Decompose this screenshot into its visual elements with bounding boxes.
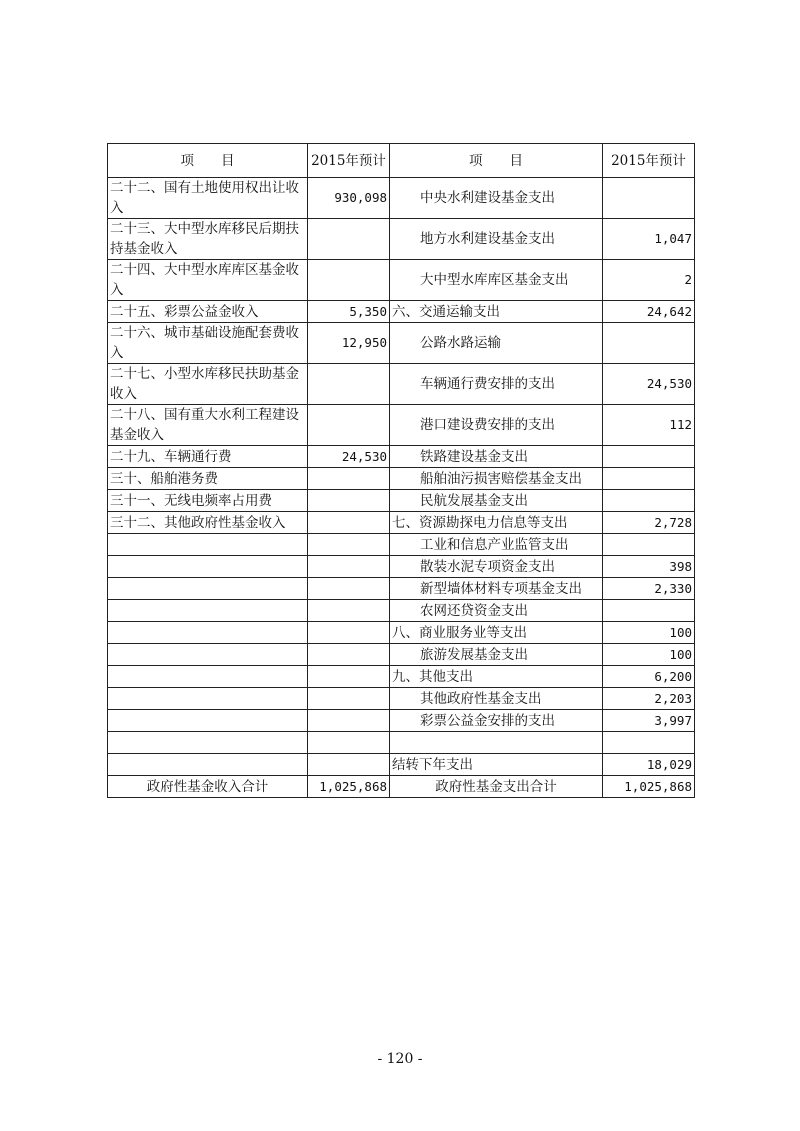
expense-value: 3,997 bbox=[603, 710, 695, 732]
table-row bbox=[108, 622, 695, 644]
income-value bbox=[308, 666, 390, 688]
expense-value bbox=[603, 178, 695, 219]
table-row bbox=[108, 710, 695, 732]
income-item bbox=[108, 754, 308, 776]
expense-value: 398 bbox=[603, 556, 695, 578]
expense-total-label: 政府性基金支出合计 bbox=[390, 776, 603, 798]
expense-item: 港口建设费安排的支出 bbox=[390, 405, 603, 446]
expense-item: 彩票公益金安排的支出 bbox=[390, 710, 603, 732]
income-item: 二十二、国有土地使用权出让收入 bbox=[108, 178, 308, 219]
expense-item: 船舶油污损害赔偿基金支出 bbox=[390, 468, 603, 490]
income-item bbox=[108, 710, 308, 732]
table-row bbox=[108, 556, 695, 578]
expense-value: 100 bbox=[603, 644, 695, 666]
table-row bbox=[108, 732, 695, 754]
table-row bbox=[108, 405, 695, 446]
income-value: 5,350 bbox=[308, 301, 390, 323]
income-item: 二十四、大中型水库库区基金收入 bbox=[108, 260, 308, 301]
expense-item: 旅游发展基金支出 bbox=[390, 644, 603, 666]
totals-row bbox=[108, 776, 695, 798]
header-expense-item: 项 目 bbox=[390, 144, 603, 178]
income-value bbox=[308, 405, 390, 446]
header-expense-value: 2015年预计 bbox=[603, 144, 695, 178]
table-row bbox=[108, 754, 695, 776]
header-income-value: 2015年预计 bbox=[308, 144, 390, 178]
income-value bbox=[308, 710, 390, 732]
fund-budget-table bbox=[107, 143, 695, 798]
expense-value: 6,200 bbox=[603, 666, 695, 688]
expense-item: 新型墙体材料专项基金支出 bbox=[390, 578, 603, 600]
expense-item: 六、交通运输支出 bbox=[390, 301, 603, 323]
expense-item: 民航发展基金支出 bbox=[390, 490, 603, 512]
income-value bbox=[308, 512, 390, 534]
table-body bbox=[108, 178, 695, 776]
page-number: - 120 - bbox=[377, 1051, 423, 1067]
expense-value bbox=[603, 446, 695, 468]
table-row bbox=[108, 323, 695, 364]
expense-item bbox=[390, 732, 603, 754]
income-item bbox=[108, 600, 308, 622]
expense-value: 2,330 bbox=[603, 578, 695, 600]
expense-value: 24,530 bbox=[603, 364, 695, 405]
expense-item: 大中型水库库区基金支出 bbox=[390, 260, 603, 301]
table-row bbox=[108, 512, 695, 534]
expense-value bbox=[603, 468, 695, 490]
income-item bbox=[108, 578, 308, 600]
expense-value bbox=[603, 323, 695, 364]
income-item: 二十五、彩票公益金收入 bbox=[108, 301, 308, 323]
expense-item: 公路水路运输 bbox=[390, 323, 603, 364]
income-value: 24,530 bbox=[308, 446, 390, 468]
expense-item: 地方水利建设基金支出 bbox=[390, 219, 603, 260]
table-row bbox=[108, 446, 695, 468]
table-row bbox=[108, 490, 695, 512]
expense-value: 112 bbox=[603, 405, 695, 446]
expense-total-value: 1,025,868 bbox=[603, 776, 695, 798]
income-item: 二十九、车辆通行费 bbox=[108, 446, 308, 468]
expense-value bbox=[603, 490, 695, 512]
expense-item: 车辆通行费安排的支出 bbox=[390, 364, 603, 405]
expense-value bbox=[603, 600, 695, 622]
expense-item: 七、资源勘探电力信息等支出 bbox=[390, 512, 603, 534]
income-item bbox=[108, 666, 308, 688]
header-income-item: 项 目 bbox=[108, 144, 308, 178]
expense-value: 2 bbox=[603, 260, 695, 301]
expense-value bbox=[603, 732, 695, 754]
expense-value: 24,642 bbox=[603, 301, 695, 323]
income-value bbox=[308, 364, 390, 405]
income-value bbox=[308, 468, 390, 490]
table-row bbox=[108, 219, 695, 260]
income-value bbox=[308, 219, 390, 260]
income-item: 二十七、小型水库移民扶助基金收入 bbox=[108, 364, 308, 405]
income-item bbox=[108, 556, 308, 578]
income-value bbox=[308, 260, 390, 301]
income-item bbox=[108, 534, 308, 556]
table-row bbox=[108, 578, 695, 600]
expense-item: 铁路建设基金支出 bbox=[390, 446, 603, 468]
income-item bbox=[108, 688, 308, 710]
expense-item: 工业和信息产业监管支出 bbox=[390, 534, 603, 556]
income-value bbox=[308, 534, 390, 556]
income-value bbox=[308, 622, 390, 644]
income-value bbox=[308, 490, 390, 512]
income-value bbox=[308, 688, 390, 710]
expense-item: 中央水利建设基金支出 bbox=[390, 178, 603, 219]
expense-value: 2,203 bbox=[603, 688, 695, 710]
expense-item: 八、商业服务业等支出 bbox=[390, 622, 603, 644]
income-item bbox=[108, 644, 308, 666]
expense-item: 九、其他支出 bbox=[390, 666, 603, 688]
expense-value: 100 bbox=[603, 622, 695, 644]
expense-value: 1,047 bbox=[603, 219, 695, 260]
income-value bbox=[308, 600, 390, 622]
table-row bbox=[108, 534, 695, 556]
income-item: 三十二、其他政府性基金收入 bbox=[108, 512, 308, 534]
income-total-label: 政府性基金收入合计 bbox=[108, 776, 308, 798]
income-item: 三十、船舶港务费 bbox=[108, 468, 308, 490]
income-item: 三十一、无线电频率占用费 bbox=[108, 490, 308, 512]
table-row bbox=[108, 644, 695, 666]
income-item: 二十三、大中型水库移民后期扶持基金收入 bbox=[108, 219, 308, 260]
income-item bbox=[108, 732, 308, 754]
income-value bbox=[308, 754, 390, 776]
table-row bbox=[108, 688, 695, 710]
income-item: 二十六、城市基础设施配套费收入 bbox=[108, 323, 308, 364]
table-row bbox=[108, 600, 695, 622]
expense-value bbox=[603, 534, 695, 556]
income-item bbox=[108, 622, 308, 644]
table-row bbox=[108, 301, 695, 323]
expense-item: 农网还贷资金支出 bbox=[390, 600, 603, 622]
income-value bbox=[308, 578, 390, 600]
income-value bbox=[308, 644, 390, 666]
income-value bbox=[308, 556, 390, 578]
expense-value: 18,029 bbox=[603, 754, 695, 776]
income-item: 二十八、国有重大水利工程建设基金收入 bbox=[108, 405, 308, 446]
expense-item: 结转下年支出 bbox=[390, 754, 603, 776]
income-total-value: 1,025,868 bbox=[308, 776, 390, 798]
expense-value: 2,728 bbox=[603, 512, 695, 534]
expense-item: 散装水泥专项资金支出 bbox=[390, 556, 603, 578]
table-row bbox=[108, 468, 695, 490]
table-row bbox=[108, 666, 695, 688]
income-value: 12,950 bbox=[308, 323, 390, 364]
table-row bbox=[108, 178, 695, 219]
expense-item: 其他政府性基金支出 bbox=[390, 688, 603, 710]
income-value bbox=[308, 732, 390, 754]
income-value: 930,098 bbox=[308, 178, 390, 219]
table-row bbox=[108, 364, 695, 405]
table-row bbox=[108, 260, 695, 301]
table-header-row bbox=[108, 144, 695, 178]
